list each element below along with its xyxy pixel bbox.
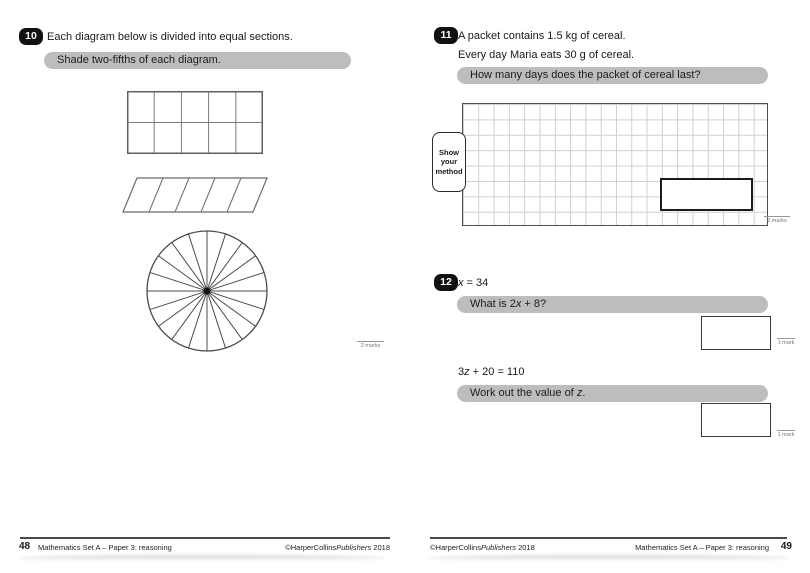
question-11-line2: Every day Maria eats 30 g of cereal. <box>458 49 635 61</box>
question-10-prompt: Each diagram below is divided into equal sections. <box>47 31 293 43</box>
variable-z: z <box>576 387 583 399</box>
footer-copyright <box>285 543 390 552</box>
question-12-given-a: x = 34 <box>458 277 489 289</box>
marks-label: 2 marks <box>357 341 384 349</box>
question-12b-question: Work out the value of z. <box>457 385 768 402</box>
working-grid[interactable] <box>462 103 768 226</box>
marks-label-q12a: 1 mark <box>777 339 795 346</box>
footer-rule <box>430 537 787 539</box>
page-number: 48 <box>19 541 31 552</box>
copyright-publisher: Publishers <box>480 543 516 552</box>
copyright-year: 2018 <box>371 543 390 552</box>
answer-box-q11[interactable] <box>660 178 753 211</box>
footer-copyright <box>430 543 535 552</box>
copyright-prefix: ©HarperCollins <box>285 543 337 552</box>
copyright-year: 2018 <box>516 543 535 552</box>
answer-box-q12b[interactable] <box>701 403 771 437</box>
show-method-tab <box>432 132 466 192</box>
variable-x: x <box>515 298 522 310</box>
question-11-question: How many days does the packet of cereal last? <box>457 67 768 84</box>
question-12-given-b: 3z + 20 = 110 <box>458 366 525 378</box>
show-method-line1: Show <box>439 147 459 157</box>
answer-box-q12a[interactable] <box>701 316 771 350</box>
marks-label-q11: 2 marks <box>764 216 790 224</box>
question-10-badge: 10 <box>19 28 43 45</box>
show-method-line2: your <box>440 157 458 167</box>
footer-title: Mathematics Set A – Paper 3: reasoning <box>38 543 172 552</box>
question-12-badge: 12 <box>434 274 458 291</box>
circle-sectors-diagram[interactable] <box>144 228 270 354</box>
variable-z: z <box>464 366 470 378</box>
question-11-line1: A packet contains 1.5 kg of cereal. <box>458 30 626 42</box>
parallelogram-diagram[interactable] <box>120 176 272 216</box>
question-11-badge: 11 <box>434 27 458 44</box>
marks-label-q12b: 1 mark <box>777 431 795 438</box>
page-number: 49 <box>780 541 792 552</box>
page-right <box>405 0 810 573</box>
variable-x: x <box>458 277 464 289</box>
page-bottom-shadow <box>18 555 386 561</box>
circle-center-dot <box>204 288 211 295</box>
footer-rule <box>20 537 390 539</box>
copyright-publisher: Publishers <box>336 543 372 552</box>
question-10-instruction: Shade two-fifths of each diagram. <box>44 52 351 69</box>
copyright-prefix: ©HarperCollins <box>430 543 481 552</box>
question-12a-question: What is 2x + 8? <box>457 296 768 313</box>
rectangle-grid-diagram[interactable] <box>127 91 263 154</box>
footer-title: Mathematics Set A – Paper 3: reasoning <box>635 543 769 552</box>
show-method-line3: method <box>435 166 463 176</box>
page-bottom-shadow <box>428 555 790 561</box>
